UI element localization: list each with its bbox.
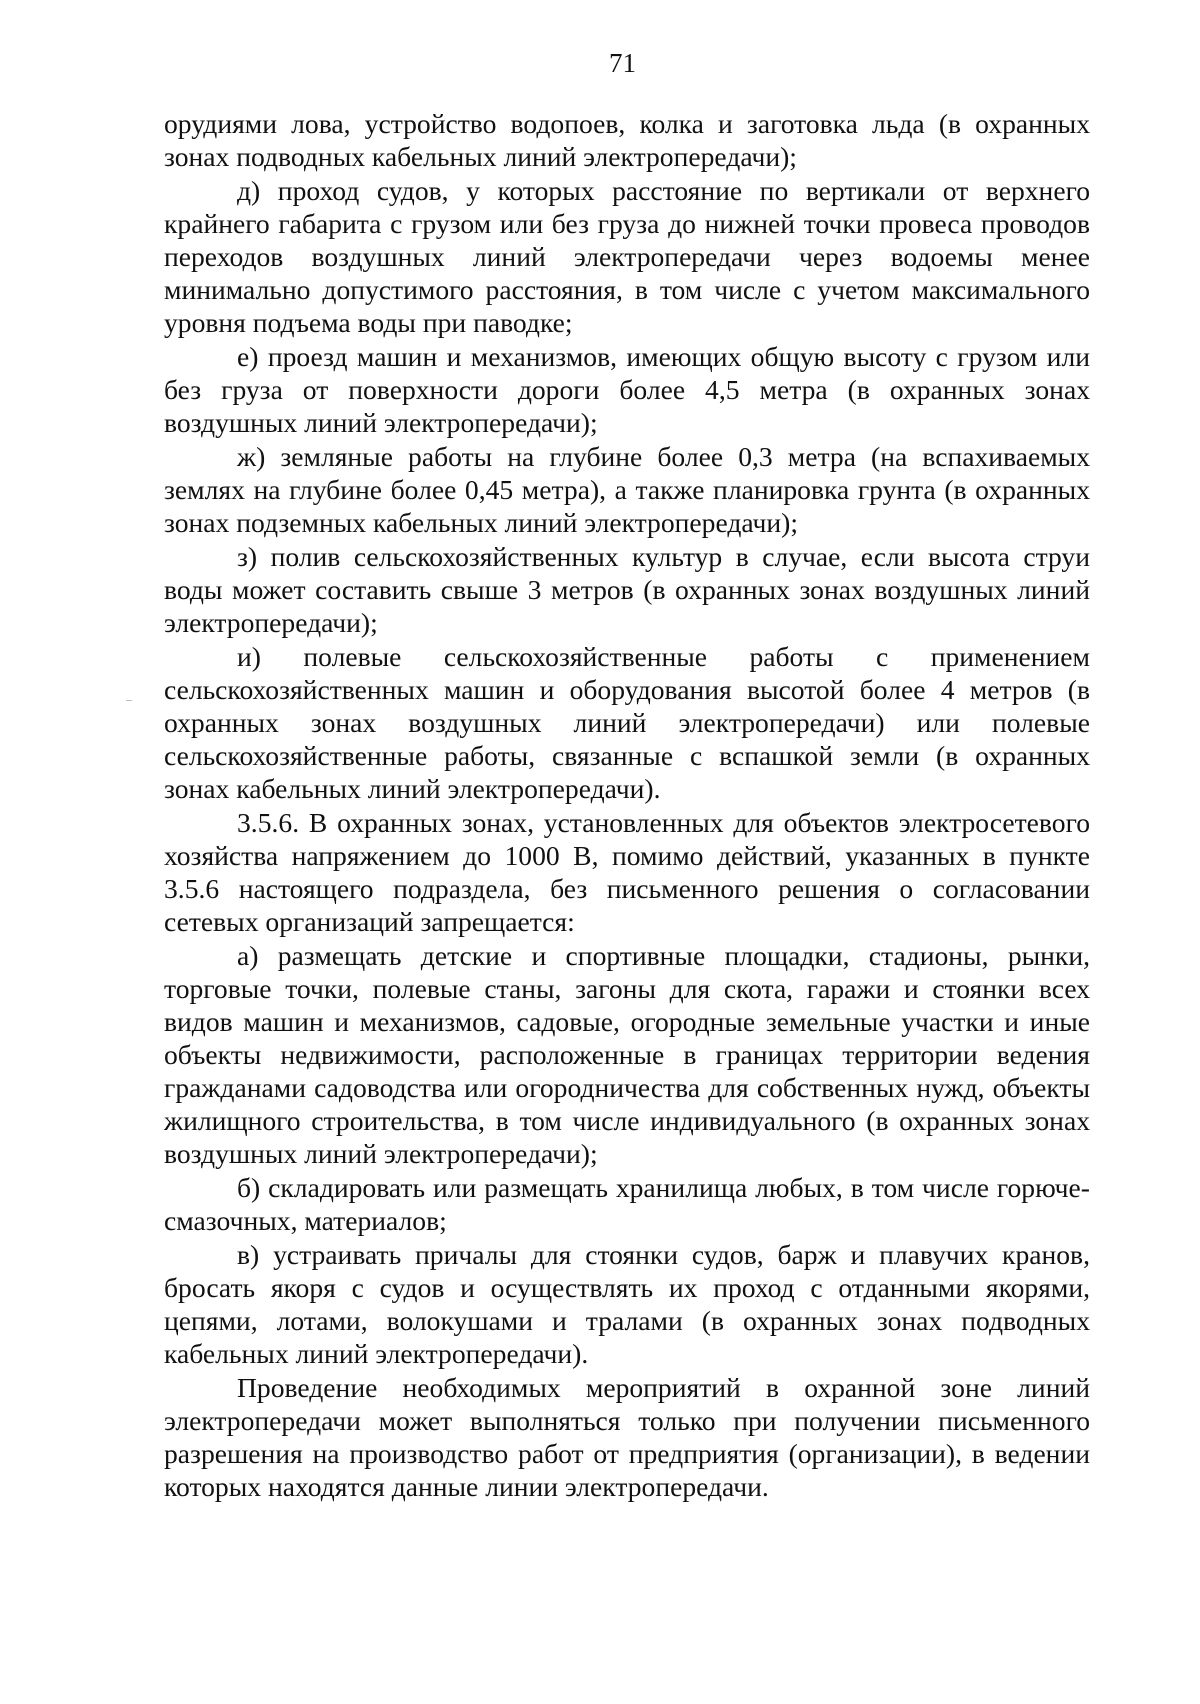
paragraph-closing: Проведение необходимых мероприятий в охранной зоне линий электропередачи может выполняться только при получении письменного разрешения на производство работ от предприятия (организации), в ведении которых находятся данные линии электропередачи. xyxy=(164,1372,1090,1502)
page-number: 71 xyxy=(609,48,636,78)
paragraph-item-a: а) размещать детские и спортивные площадки, стадионы, рынки, торговые точки, полевые станы, загоны для скота, гаражи и стоянки всех видов машин и механизмов, садовые, огородные земельные участки и иные объекты недвижимости, расположенные в границах территории ведения гражданами садоводства или огородничества для собственных нужд, объекты жилищного строительства, в том числе индивидуального (в охранных зонах воздушных линий электропередачи); xyxy=(164,940,1090,1169)
paragraph-item-v: в) устраивать причалы для стоянки судов, барж и плавучих кранов, бросать якоря с судов и осуществлять их проход с отданными якорями, цепями, лотами, волокушами и тралами (в охранных зонах подводных кабельных линий электропередачи). xyxy=(164,1239,1090,1369)
margin-mark xyxy=(126,700,132,701)
paragraph-item-zh: ж) земляные работы на глубине более 0,3 метра (на вспахиваемых землях на глубине более 0,45 метра), а также планировка грунта (в охранных зонах подземных кабельных линий электропередачи); xyxy=(164,441,1090,538)
paragraph-item-i: и) полевые сельскохозяйственные работы с применением сельскохозяйственных машин и оборудования высотой более 4 метров (в охранных зонах воздушных линий электропередачи) или полевые сельскохозяйственные работы, связанные с вспашкой земли (в охранных зонах кабельных линий электропередачи). xyxy=(164,641,1090,804)
paragraph-item-d: д) проход судов, у которых расстояние по вертикали от верхнего крайнего габарита с грузом или без груза до нижней точки провеса проводов переходов воздушных линий электропередачи через водоемы менее минимально допустимого расстояния, в том числе с учетом максимального уровня подъема воды при паводке; xyxy=(164,175,1090,338)
paragraph-section-3-5-6: 3.5.6. В охранных зонах, установленных для объектов электросетевого хозяйства напряжением до 1000 В, помимо действий, указанных в пункте 3.5.6 настоящего подраздела, без письменного решения о согласовании сетевых организаций запрещается: xyxy=(164,807,1090,937)
paragraph-continuation: орудиями лова, устройство водопоев, колка и заготовка льда (в охранных зонах подводных кабельных линий электропередачи); xyxy=(164,108,1090,172)
paragraph-item-z: з) полив сельскохозяйственных культур в случае, если высота струи воды может составить свыше 3 метров (в охранных зонах воздушных линий электропередачи); xyxy=(164,541,1090,638)
paragraph-item-e: е) проезд машин и механизмов, имеющих общую высоту с грузом или без груза от поверхности дороги более 4,5 метра (в охранных зонах воздушных линий электропередачи); xyxy=(164,341,1090,438)
document-body xyxy=(164,107,1090,1503)
paragraph-item-b: б) складировать или размещать хранилища любых, в том числе горюче-смазочных, материалов; xyxy=(164,1172,1090,1236)
